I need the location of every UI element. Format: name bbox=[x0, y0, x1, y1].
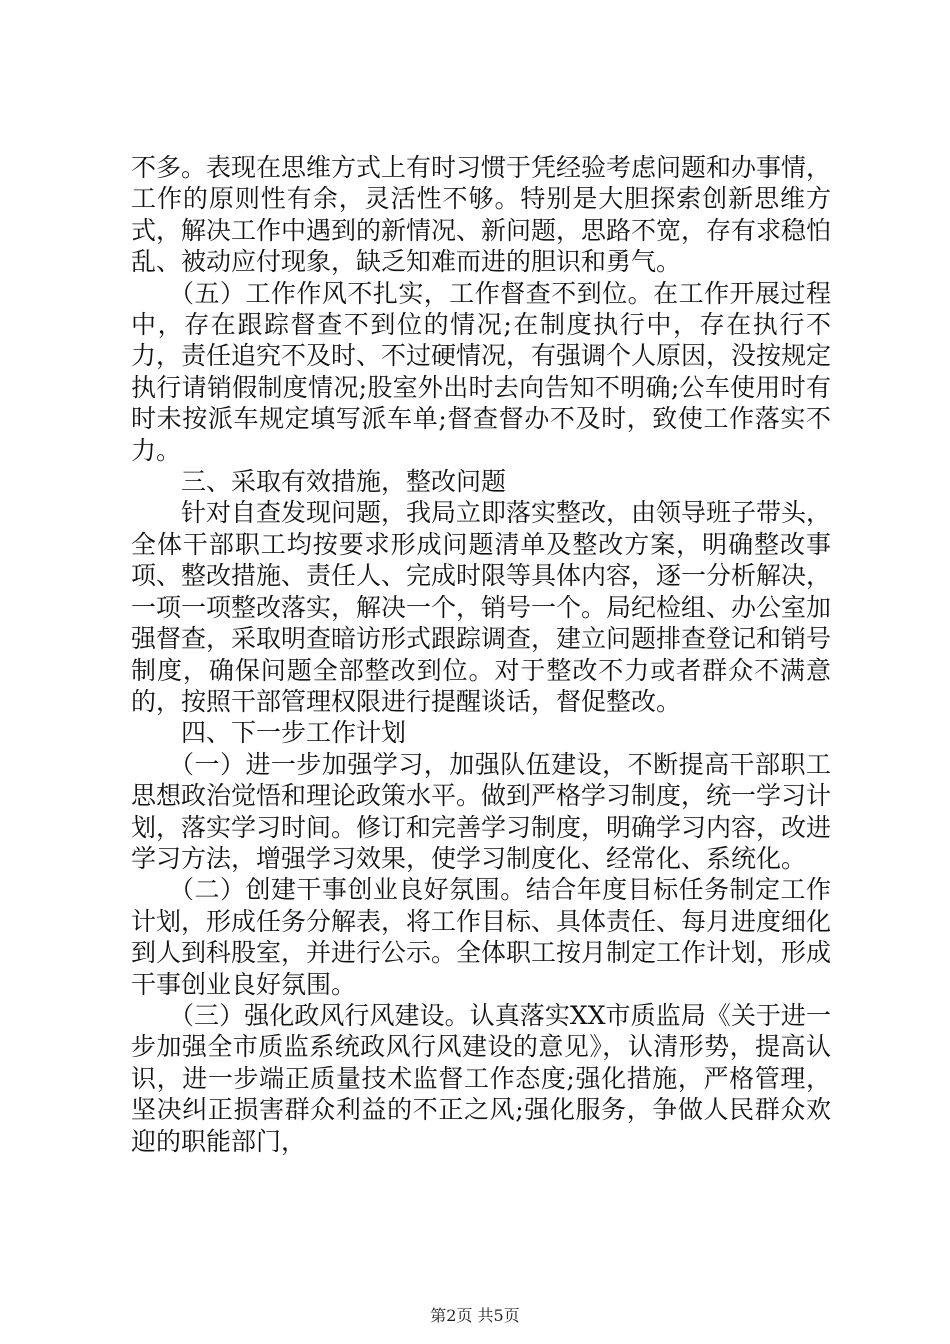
paragraph-item-two: （二）创建干事创业良好氛围。结合年度目标任务制定工作计划，形成任务分解表，将工作目标、具体责任、每月进度细化到人到科股室，并进行公示。全体职工按月制定工作计划，形成干事创业良好氛围。 bbox=[131, 875, 832, 999]
paragraph-continuation: 不多。表现在思维方式上有时习惯于凭经验考虑问题和办事情，工作的原则性有余，灵活性不够。特别是大胆探索创新思维方式，解决工作中遇到的新情况、新问题，思路不宽，存有求稳怕乱、被动应付现象，缺乏知难而进的胆识和勇气。 bbox=[131, 153, 832, 277]
page-number-footer: 第2页 共5页 bbox=[430, 1306, 520, 1325]
paragraph-rectification: 针对自查发现问题，我局立即落实整改，由领导班子带头，全体干部职工均按要求形成问题清单及整改方案，明确整改事项、整改措施、责任人、完成时限等具体内容，逐一分析解决，一项一项整改落实，解决一个，销号一个。局纪检组、办公室加强督查，采取明查暗访形式跟踪调查，建立问题排查登记和销号制度，确保问题全部整改到位。对于整改不力或者群众不满意的，按照干部管理权限进行提醒谈话，督促整改。 bbox=[131, 498, 832, 716]
paragraph-item-three: （三）强化政风行风建设。认真落实XX市质监局《关于进一步加强全市质监系统政风行风建设的意见》，认清形势，提高认识，进一步端正质量技术监督工作态度;强化措施，严格管理，坚决纠正损害群众利益的不正之风;强化服务，争做人民群众欢迎的职能部门， bbox=[131, 1000, 831, 1156]
section-heading-three: 三、采取有效措施，整改问题 bbox=[181, 467, 507, 497]
paragraph-item-five: （五）工作作风不扎实，工作督查不到位。在工作开展过程中，存在跟踪督查不到位的情况;在制度执行中，存在执行不力，责任追究不及时、不过硬情况，有强调个人原因，没按规定执行请销假制度情况;股室外出时去向告知不明确;公车使用时有时未按派车规定填写派车单;督查督办不及时，致使工作落实不力。 bbox=[131, 278, 832, 465]
document-body bbox=[131, 152, 831, 1157]
section-heading-four: 四、下一步工作计划 bbox=[181, 718, 407, 748]
paragraph-item-one: （一）进一步加强学习，加强队伍建设，不断提高干部职工思想政治觉悟和理论政策水平。做到严格学习制度，统一学习计划，落实学习时间。修订和完善学习制度，明确学习内容，改进学习方法，增强学习效果，使学习制度化、经常化、系统化。 bbox=[131, 749, 832, 873]
